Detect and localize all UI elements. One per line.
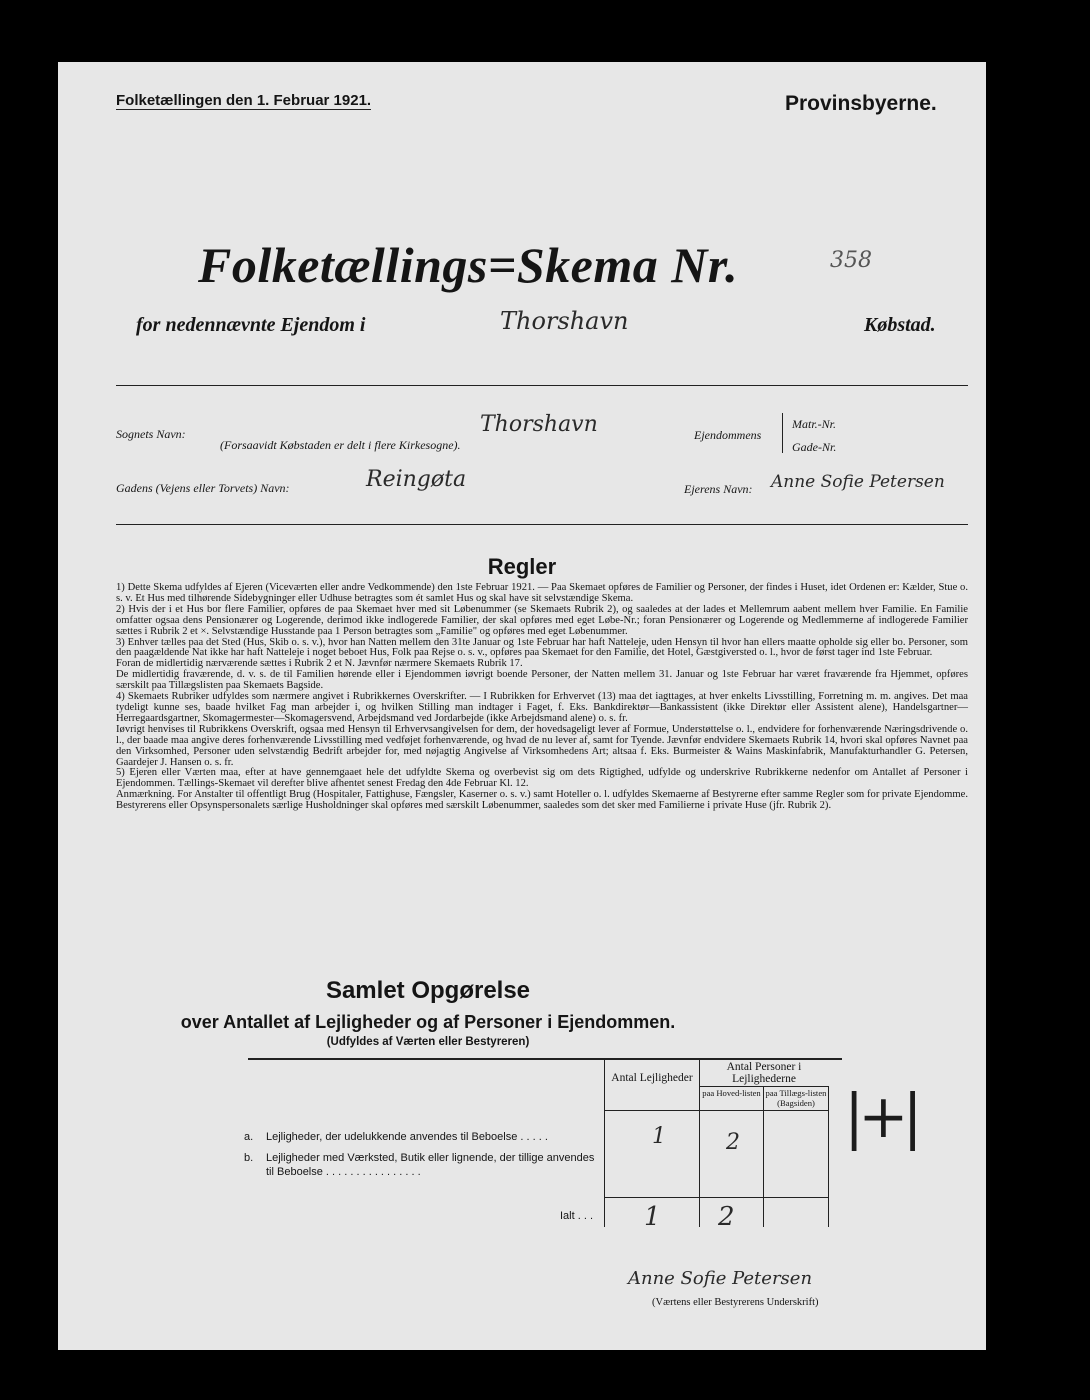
- rule-annotation: Anmærkning. For Anstalter til offentligt Brug (Hospitaler, Fattighuse, Fængsler, Kaserner o. s. v.) samt Hoteller o. l. udfyldes Skemaerne af Bestyrerne efter samme Regler som for private Ejendomme. Bestyrerens eller Opsynspersonalets særlige Husholdninger skal opføres med særskilt Løbenummer, saaledes som det sker med Familierne i private Huse (jfr. Rubrik 2).: [116, 789, 968, 812]
- table-divider-1: [604, 1059, 605, 1227]
- town-name: Thorshavn: [500, 307, 629, 335]
- parish-value: Thorshavn: [480, 412, 598, 437]
- census-form-sheet: [58, 62, 986, 1350]
- row-a-letter: a.: [244, 1131, 254, 1143]
- ialt-antal: 1: [644, 1202, 661, 1232]
- table-subheader-rule: [699, 1086, 828, 1087]
- rule-paragraph-3: 3) Enhver tælles paa det Sted (Hus, Skib o. s. v.), hvor han Natten mellem den 31te Januar og 1ste Februar har haft Natteleje, uden Hensyn til hvor han ellers maatte opholde sig eller bo. Personer, som den paagældende Nat ikke har haft Natteleje i noget beboet Hus, Folk paa Rejse o. s. v., opføres paa Skemaet for den Familie, det Hotel, Gæstgiversted o. l., hvor de først tager ind 1ste Februar.: [116, 636, 968, 659]
- region-header: Provinsbyerne.: [785, 92, 937, 115]
- ialt-label: Ialt . . .: [560, 1210, 594, 1222]
- parish-label: Sognets Navn:: [116, 427, 186, 441]
- owner-value: Anne Sofie Petersen: [771, 472, 945, 492]
- col-tillaegslisten: paa Tillægs-listen (Bagsiden): [765, 1088, 827, 1108]
- summary-note: (Udfyldes af Værten eller Bestyreren): [326, 1036, 530, 1048]
- divider-middle: [116, 524, 968, 525]
- summary-subtitle: over Antallet af Lejligheder og af Personer i Ejendommen.: [180, 1012, 676, 1032]
- table-divider-3: [763, 1086, 764, 1227]
- rule-paragraph-5: 5) Ejeren eller Værten maa, efter at have gennemgaaet hele det udfyldte Skema og overbevist sig om dets Rigtighed, udfylde og underskrive Rubrikkerne nedenfor om Antallet af Personer i Ejendommen. Tællings-Skemaet vil derefter blive afhentet senest Fredag den 4de Februar Kl. 12.: [116, 767, 968, 790]
- rules-text: [116, 583, 968, 812]
- row-a-hoved: 2: [726, 1130, 740, 1155]
- rule-paragraph-4: 4) Skemaets Rubriker udfyldes som nærmere angivet i Rubrikkernes Overskrifter. — I Rubrikken for Erhvervet (13) maa det iagttages, at hver enkelts Livsstilling, Forretning m. m. angives. Det maa tydeligt kunne ses, baade hvilket Fag man arbejder i, og hvilken Stilling man indtager i Faget, f. Eks. Bankdirektør—Bankassistent (ikke Direktør eller Assistent alene), Handelsgartner—Herregaardsgartner, Skomagermester—Skomagersvend, Arbejdsmand ved Jordarbejde (ikke Arbejdsmand alene) o. s. fr.: [116, 691, 968, 724]
- rule-paragraph-1: 1) Dette Skema udfyldes af Ejeren (Viceværten eller andre Vedkommende) den 1ste Februar 1921. — Paa Skemaet opføres de Familier og Personer, der findes i Huset, idet Ordenen er: Kælder, Stue o. s. v. Et Hus med tilhørende Sidebygninger eller Udhuse betragtes som ét samlet Hus og skal have sit selvstændige Skema.: [116, 582, 968, 604]
- matr-label: Matr.-Nr.: [792, 417, 837, 431]
- table-total-rule: [604, 1197, 828, 1198]
- table-divider-4: [828, 1086, 829, 1227]
- form-title: Folketællings=Skema Nr.: [198, 237, 739, 293]
- property-bracket: [782, 413, 783, 453]
- row-a-antal: 1: [652, 1124, 666, 1149]
- col-hovedlisten: paa Hoved-listen: [702, 1088, 761, 1098]
- parish-note: (Forsaavidt Købstaden er delt i flere Kirkesogne).: [220, 438, 461, 452]
- skema-number: 358: [830, 248, 872, 273]
- row-b-letter: b.: [244, 1152, 254, 1164]
- rule-paragraph-3c: De midlertidig fraværende, d. v. s. de til Familien hørende eller i Ejendommen iøvrigt boende Personer, der Natten mellem 31. Januar og 1ste Februar har været fraværende fra Hjemmet, opføres særskilt paa Tillægslisten paa Skemaets Bagside.: [116, 669, 968, 692]
- table-header-rule: [604, 1110, 828, 1111]
- row-b-text: Lejligheder med Værksted, Butik eller lignende, der tillige anvendes til Beboelse . . . . . . . . . . . . . . . .: [266, 1152, 595, 1178]
- summary-table-top-rule: [248, 1058, 842, 1060]
- rules-heading: Regler: [487, 554, 557, 579]
- property-line-suffix: Købstad.: [864, 314, 936, 336]
- ialt-hoved: 2: [718, 1202, 735, 1232]
- divider-top: [116, 385, 968, 386]
- col-antal-lejligheder: Antal Lejligheder: [611, 1072, 693, 1084]
- owner-label: Ejerens Navn:: [684, 482, 753, 496]
- street-value: Reingøta: [366, 467, 467, 492]
- street-label: Gadens (Vejens eller Torvets) Navn:: [116, 481, 290, 495]
- property-label: Ejendommens: [694, 428, 762, 442]
- rule-paragraph-4b: Iøvrigt henvises til Rubrikkens Overskrift, ogsaa med Hensyn til Erhvervsangivelsen for dem, der hovedsageligt lever af Formue, Understøttelse o. l., endvidere for forhenværende Næringsdrivende o. l., der baade maa angive deres forhenværende Livsstilling med vedføjet forhenværende, og hvad de nu lever af, samt for Tyende. Jævnfør endvidere Skemaets Rubrik 14, hvori skal opføres Navnet paa den Virksomhed, Personer uden selvstændig Bedrift arbejder for, med nøjagtig Angivelse af Virksomhedens Art; altsaa f. Eks. Burmeister & Wains Maskinfabrik, Manufakturhandler G. Petersen, Gaardejer J. Hansen o. s. fr.: [116, 723, 968, 768]
- col-antal-personer: Antal Personer i Lejlighederne: [726, 1061, 802, 1085]
- row-a-text: Lejligheder, der udelukkende anvendes til Beboelse . . . . .: [266, 1131, 548, 1143]
- rule-paragraph-2: 2) Hvis der i et Hus bor flere Familier, opføres de paa Skemaet hver med sit Løbenummer (se Skemaets Rubrik 2), og saaledes at der lades et Mellemrum aabent mellem hver Familie. En Familie omfatter ogsaa dens Pensionærer og Logerende, derimod ikke indlogerede Familier, der skal opføres med eget Løbe-Nr.; foran Pensionærer og Logerende og Medlemmerne af indlogerede Familier sættes i Rubrik 2 et ×. Selvstændige Husstande paa 1 Person betragtes som „Familie" og opføres med eget Løbenummer.: [116, 603, 968, 637]
- signature: Anne Sofie Petersen: [628, 1268, 813, 1289]
- summary-title: Samlet Opgørelse: [325, 977, 531, 1004]
- signature-label: (Værtens eller Bestyrerens Underskrift): [652, 1297, 819, 1308]
- gade-label: Gade-Nr.: [792, 440, 837, 454]
- property-line-prefix: for nedennævnte Ejendom i: [136, 314, 366, 336]
- rule-paragraph-3b: Foran de midlertidig nærværende sættes i Rubrik 2 et N. Jævnfør nærmere Skemaets Rubrik 17.: [116, 658, 523, 670]
- tally-marks: |+|: [844, 1082, 917, 1152]
- table-divider-2: [699, 1059, 700, 1227]
- census-date-header: Folketællingen den 1. Februar 1921.: [116, 92, 372, 109]
